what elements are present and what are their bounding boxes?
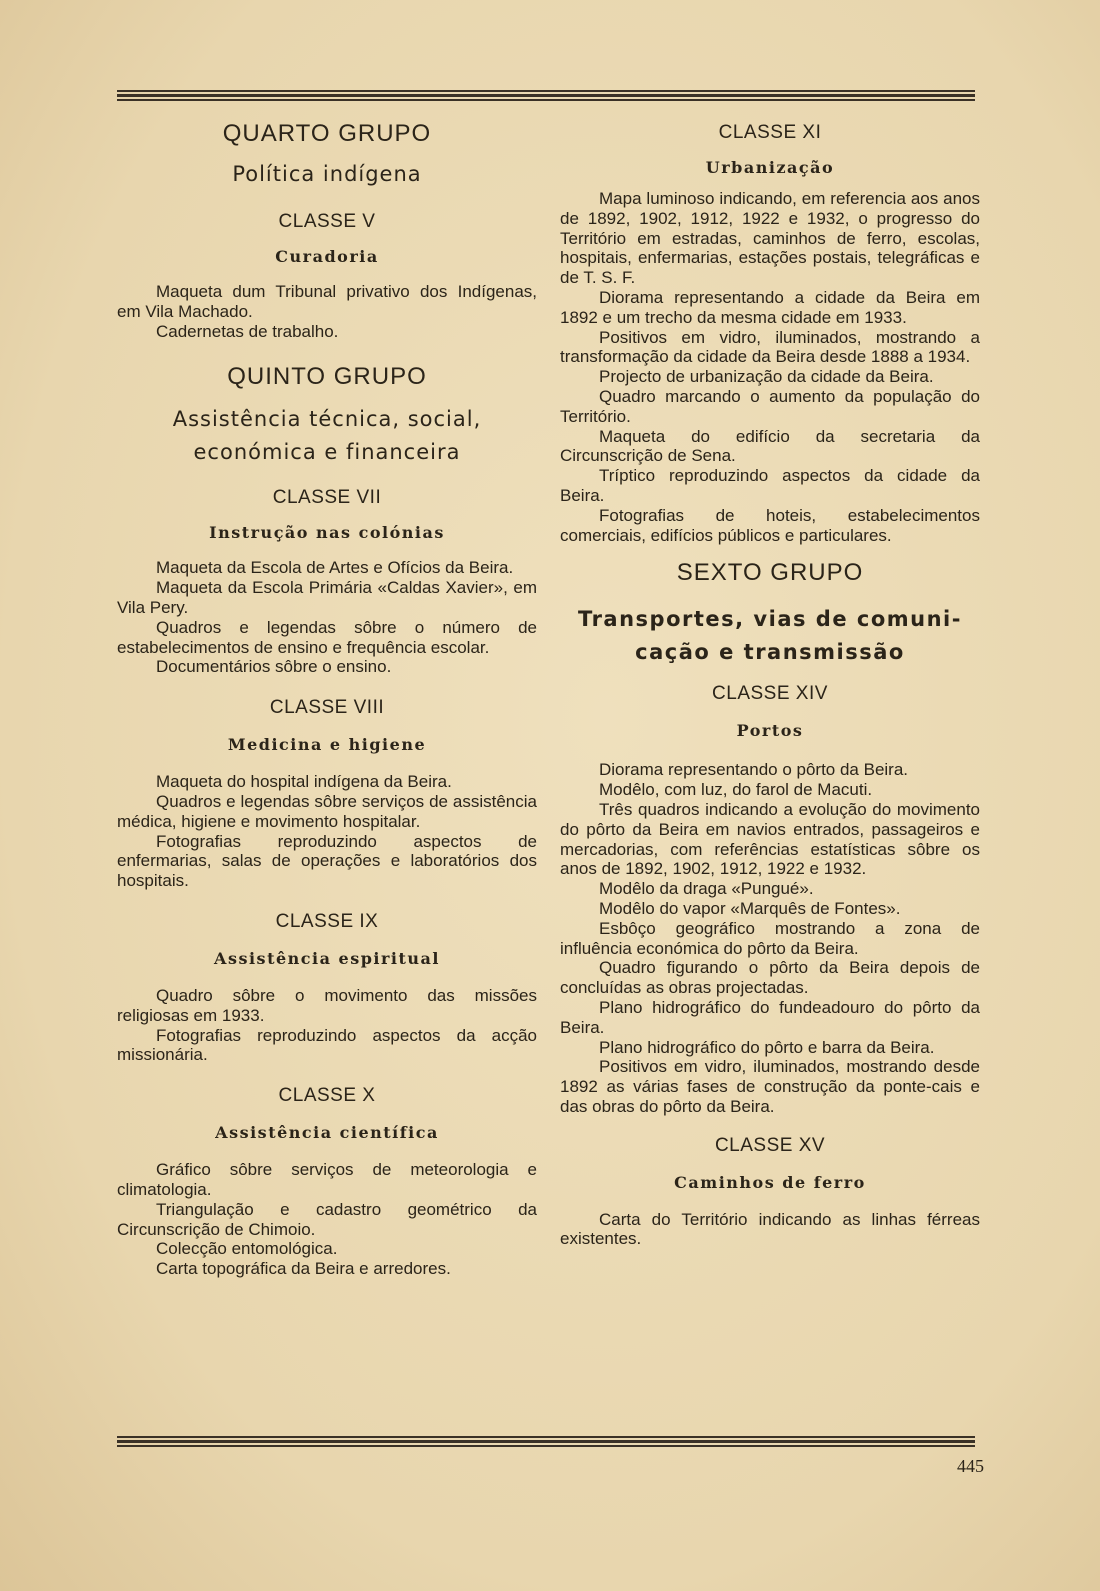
class-subtitle-xv: Caminhos de ferro <box>674 1172 866 1192</box>
group-title-sexto: SEXTO GRUPO <box>676 559 864 587</box>
class-subtitle-ix: Assistência espiritual <box>214 948 440 968</box>
group-subtitle-quinto-line1: Assistência técnica, social, <box>172 407 482 432</box>
class-vii-items <box>117 558 537 677</box>
class-title-v: CLASSE V <box>278 211 376 232</box>
list-item: Gráfico sôbre serviços de meteorologia e climatologia. <box>117 1160 537 1199</box>
list-item: Modêlo do vapor «Marquês de Fontes». <box>599 898 901 918</box>
list-item: Maqueta do edifício da secretaria da Circunscrição de Sena. <box>560 426 980 466</box>
class-subtitle-vii: Instrução nas colónias <box>209 523 445 543</box>
class-title-viii: CLASSE VIII <box>269 697 385 719</box>
bottom-rule <box>117 1436 975 1449</box>
class-title-vii: CLASSE VII <box>272 487 382 509</box>
list-item: Cadernetas de trabalho. <box>156 321 339 341</box>
list-item: Quadro marcando o aumento da população do Território. <box>560 386 980 426</box>
group-title-quinto: QUINTO GRUPO <box>227 363 427 391</box>
class-title-x: CLASSE X <box>278 1085 376 1107</box>
list-item: Positivos em vidro, iluminados, mostrando desde 1892 as várias fases de construção da ponte-cais e das obras do pôrto da Beira. <box>560 1057 980 1116</box>
class-subtitle-xiv: Portos <box>736 721 804 741</box>
class-title-xv: CLASSE XV <box>714 1134 826 1156</box>
list-item: Três quadros indicando a evolução do movimento do pôrto da Beira em navios entrados, passageiros e mercadorias, com referências estatísticas sôbre os anos de 1892, 1902, 1912, 1922 e 1932. <box>560 799 980 879</box>
class-x-items <box>117 1160 537 1279</box>
class-v-items <box>117 282 537 341</box>
list-item: Fotografias de hoteis, estabelecimentos comerciais, edifícios públicos e particulares. <box>560 505 980 545</box>
list-item: Maqueta da Escola de Artes e Ofícios da Beira. <box>156 558 514 578</box>
list-item: Maqueta da Escola Primária «Caldas Xavier», em Vila Pery. <box>117 578 537 617</box>
list-item: Fotografias reproduzindo aspectos da acção missionária. <box>117 1025 537 1065</box>
group-subtitle-quarto: Política indígena <box>232 162 422 186</box>
list-item: Carta do Território indicando as linhas férreas existentes. <box>560 1209 980 1249</box>
class-title-xi: CLASSE XI <box>718 122 822 143</box>
list-item: Carta topográfica da Beira e arredores. <box>156 1259 451 1279</box>
list-item: Maqueta do hospital indígena da Beira. <box>156 772 452 792</box>
group-subtitle-sexto-line1: Transportes, vias de comuni- <box>578 607 962 632</box>
list-item: Modêlo da draga «Pungué». <box>599 879 814 899</box>
list-item: Plano hidrográfico do fundeadouro do pôrto da Beira. <box>560 997 980 1037</box>
list-item: Quadros e legendas sôbre serviços de assistência médica, higiene e movimento hospitalar. <box>117 791 537 831</box>
class-subtitle-xi: Urbanização <box>705 158 835 177</box>
class-xi-items <box>560 189 980 545</box>
list-item: Esbôço geográfico mostrando a zona de influência económica do pôrto da Beira. <box>560 918 980 958</box>
right-column <box>560 118 980 1249</box>
class-subtitle-x: Assistência científica <box>215 1123 439 1143</box>
class-viii-items <box>117 772 537 891</box>
list-item: Diorama representando o pôrto da Beira. <box>599 760 909 780</box>
class-xiv-items <box>560 760 980 1116</box>
list-item: Tríptico reproduzindo aspectos da cidade da Beira. <box>560 466 980 505</box>
list-item: Quadros e legendas sôbre o número de estabelecimentos de ensino e frequência escolar. <box>117 617 537 657</box>
class-ix-items <box>117 986 537 1065</box>
list-item: Positivos em vidro, iluminados, mostrando a transformação da cidade da Beira desde 1888 a 1934. <box>560 327 980 367</box>
class-title-ix: CLASSE IX <box>275 910 379 932</box>
list-item: Quadro figurando o pôrto da Beira depois de concluídas as obras projectadas. <box>560 958 980 998</box>
list-item: Documentários sôbre o ensino. <box>156 657 392 677</box>
list-item: Triangulação e cadastro geométrico da Circunscrição de Chimoio. <box>117 1199 537 1239</box>
list-item: Mapa luminoso indicando, em referencia aos anos de 1892, 1902, 1912, 1922 e 1932, o progresso do Território em estradas, caminhos de ferro, escolas, hospitais, enfermarias, estações postais, telegráficas e de T. S. F. <box>560 189 980 288</box>
group-title-quarto: QUARTO GRUPO <box>222 120 432 147</box>
group-subtitle-sexto-line2: cação e transmissão <box>635 640 905 665</box>
page-number: 445 <box>957 1456 984 1476</box>
list-item: Modêlo, com luz, do farol de Macuti. <box>599 780 873 800</box>
list-item: Maqueta dum Tribunal privativo dos Indígenas, em Vila Machado. <box>117 282 537 321</box>
list-item: Plano hidrográfico do pôrto e barra da Beira. <box>599 1037 935 1057</box>
list-item: Diorama representando a cidade da Beira em 1892 e um trecho da mesma cidade em 1933. <box>560 287 980 327</box>
list-item: Colecção entomológica. <box>156 1239 338 1259</box>
class-subtitle-v: Curadoria <box>275 247 379 266</box>
class-subtitle-viii: Medicina e higiene <box>227 735 427 755</box>
list-item: Fotografias reproduzindo aspectos de enfermarias, salas de operações e laboratórios dos hospitais. <box>117 831 537 891</box>
left-column <box>117 118 537 1279</box>
class-title-xiv: CLASSE XIV <box>712 683 828 705</box>
list-item: Projecto de urbanização da cidade da Beira. <box>599 367 934 387</box>
group-subtitle-quinto-line2: económica e financeira <box>193 440 461 465</box>
list-item: Quadro sôbre o movimento das missões religiosas em 1933. <box>117 985 537 1025</box>
class-xv-items <box>560 1210 980 1250</box>
top-rule <box>117 90 975 103</box>
